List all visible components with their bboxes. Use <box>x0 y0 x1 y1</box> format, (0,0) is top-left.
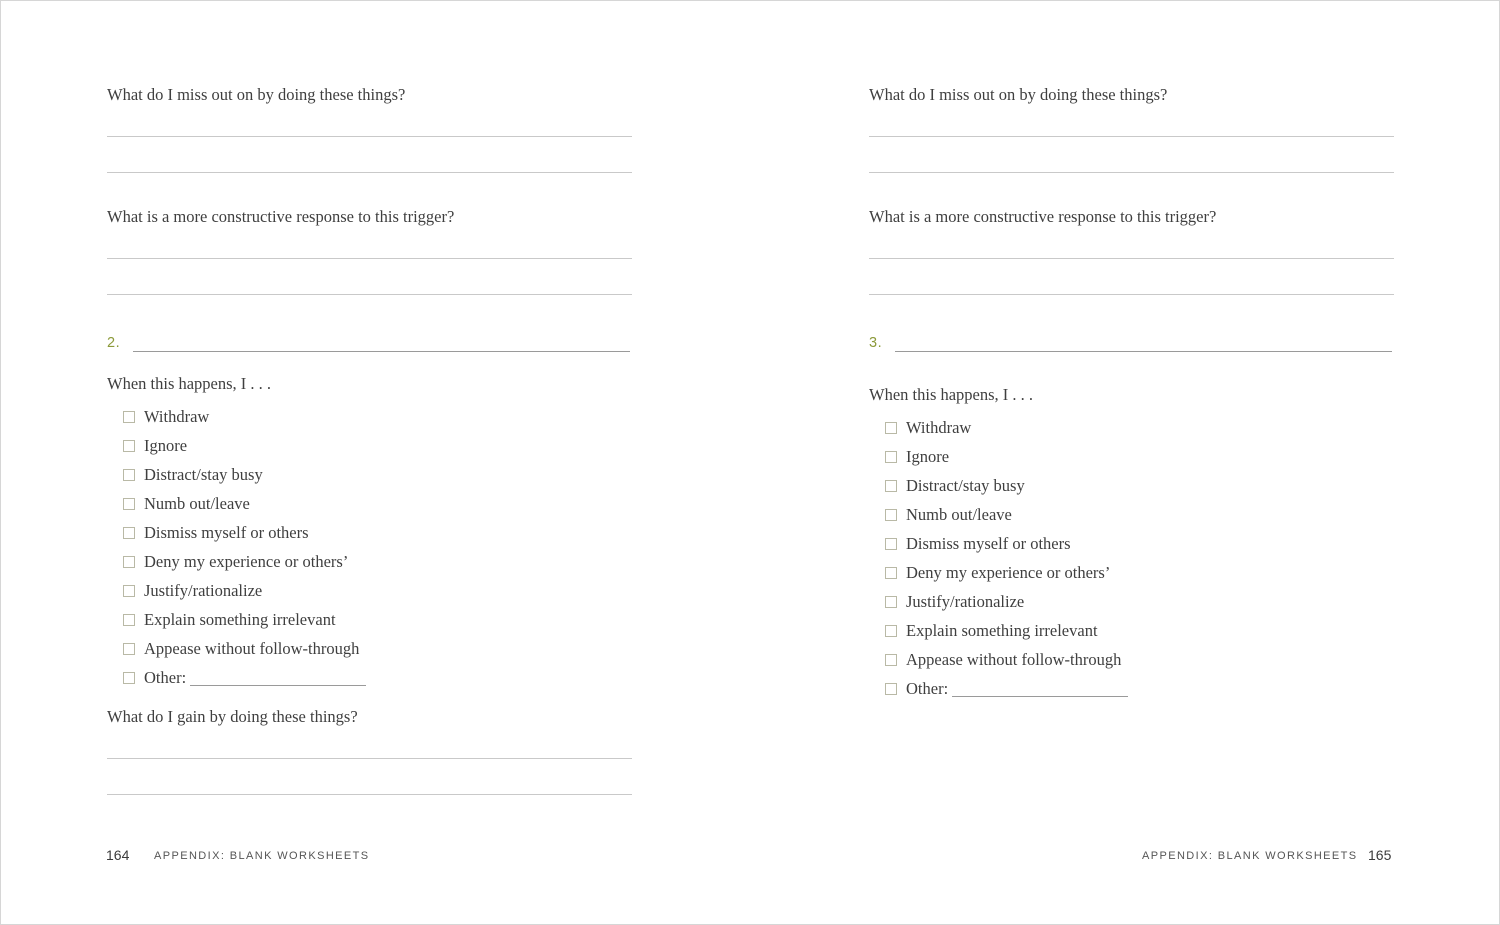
option-label: Dismiss myself or others <box>906 534 1071 553</box>
other-answer-line[interactable] <box>190 671 366 686</box>
option-deny[interactable] <box>123 552 348 572</box>
option-label: Appease without follow-through <box>906 650 1122 669</box>
option-dismiss[interactable] <box>123 523 309 543</box>
checkbox-icon[interactable] <box>885 683 897 695</box>
option-label: Withdraw <box>144 407 210 426</box>
option-label: Distract/stay busy <box>144 465 263 484</box>
option-label: Withdraw <box>906 418 972 437</box>
trigger-line[interactable] <box>895 351 1392 352</box>
answer-line[interactable] <box>869 294 1394 295</box>
answer-line[interactable] <box>107 136 632 137</box>
option-label: Ignore <box>144 436 188 455</box>
checkbox-icon[interactable] <box>885 625 897 637</box>
option-other[interactable] <box>885 679 1128 699</box>
miss-out-question: What do I miss out on by doing these things? <box>869 85 1168 104</box>
checkbox-icon[interactable] <box>123 498 135 510</box>
option-explain[interactable] <box>885 621 1098 641</box>
checkbox-icon[interactable] <box>123 556 135 568</box>
checkbox-icon[interactable] <box>123 585 135 597</box>
checkbox-icon[interactable] <box>885 509 897 521</box>
option-appease[interactable] <box>123 639 359 659</box>
option-withdraw[interactable] <box>123 407 209 427</box>
option-label: Other: <box>906 679 949 698</box>
option-label: Distract/stay busy <box>906 476 1025 495</box>
running-head: APPENDIX: BLANK WORKSHEETS <box>1142 850 1358 862</box>
checkbox-icon[interactable] <box>123 411 135 423</box>
answer-line[interactable] <box>869 136 1394 137</box>
answer-line[interactable] <box>107 258 632 259</box>
answer-line[interactable] <box>107 758 632 759</box>
option-label: Numb out/leave <box>144 494 250 513</box>
checkbox-icon[interactable] <box>123 614 135 626</box>
option-label: Deny my experience or others’ <box>906 563 1111 582</box>
checkbox-icon[interactable] <box>885 654 897 666</box>
option-label: Dismiss myself or others <box>144 523 309 542</box>
option-distract[interactable] <box>885 476 1025 496</box>
item-number: 2. <box>107 335 121 351</box>
other-answer-line[interactable] <box>952 682 1128 697</box>
answer-line[interactable] <box>869 258 1394 259</box>
option-label: Numb out/leave <box>906 505 1012 524</box>
option-ignore[interactable] <box>885 447 949 467</box>
answer-line[interactable] <box>107 172 632 173</box>
answer-line[interactable] <box>107 794 632 795</box>
item-number: 3. <box>869 335 883 351</box>
checkbox-icon[interactable] <box>123 469 135 481</box>
checkbox-icon[interactable] <box>123 440 135 452</box>
answer-line[interactable] <box>869 172 1394 173</box>
trigger-line[interactable] <box>133 351 630 352</box>
option-justify[interactable] <box>123 581 262 601</box>
miss-out-question: What do I miss out on by doing these things? <box>107 85 406 104</box>
option-deny[interactable] <box>885 563 1110 583</box>
checkbox-icon[interactable] <box>885 538 897 550</box>
checkbox-icon[interactable] <box>885 422 897 434</box>
answer-line[interactable] <box>107 294 632 295</box>
gain-question: What do I gain by doing these things? <box>107 707 358 726</box>
option-label: Other: <box>144 668 187 687</box>
checkbox-icon[interactable] <box>885 451 897 463</box>
option-ignore[interactable] <box>123 436 187 456</box>
option-appease[interactable] <box>885 650 1121 670</box>
page-number: 165 <box>1368 847 1392 863</box>
option-label: Justify/rationalize <box>144 581 263 600</box>
page-number: 164 <box>106 847 130 863</box>
option-justify[interactable] <box>885 592 1024 612</box>
when-label: When this happens, I . . . <box>869 385 1034 404</box>
checkbox-icon[interactable] <box>885 480 897 492</box>
constructive-question: What is a more constructive response to this trigger? <box>869 207 1217 226</box>
checkbox-icon[interactable] <box>123 643 135 655</box>
checkbox-icon[interactable] <box>123 672 135 684</box>
option-label: Ignore <box>906 447 950 466</box>
option-label: Deny my experience or others’ <box>144 552 349 571</box>
checkbox-icon[interactable] <box>885 596 897 608</box>
option-other[interactable] <box>123 668 366 688</box>
option-dismiss[interactable] <box>885 534 1071 554</box>
checkbox-icon[interactable] <box>885 567 897 579</box>
constructive-question: What is a more constructive response to this trigger? <box>107 207 455 226</box>
option-explain[interactable] <box>123 610 336 630</box>
option-label: Justify/rationalize <box>906 592 1025 611</box>
option-label: Explain something irrelevant <box>906 621 1098 640</box>
option-distract[interactable] <box>123 465 263 485</box>
option-numb-out[interactable] <box>123 494 250 514</box>
option-withdraw[interactable] <box>885 418 971 438</box>
running-head: APPENDIX: BLANK WORKSHEETS <box>154 850 370 862</box>
option-numb-out[interactable] <box>885 505 1012 525</box>
option-label: Appease without follow-through <box>144 639 360 658</box>
when-label: When this happens, I . . . <box>107 374 272 393</box>
option-label: Explain something irrelevant <box>144 610 336 629</box>
checkbox-icon[interactable] <box>123 527 135 539</box>
